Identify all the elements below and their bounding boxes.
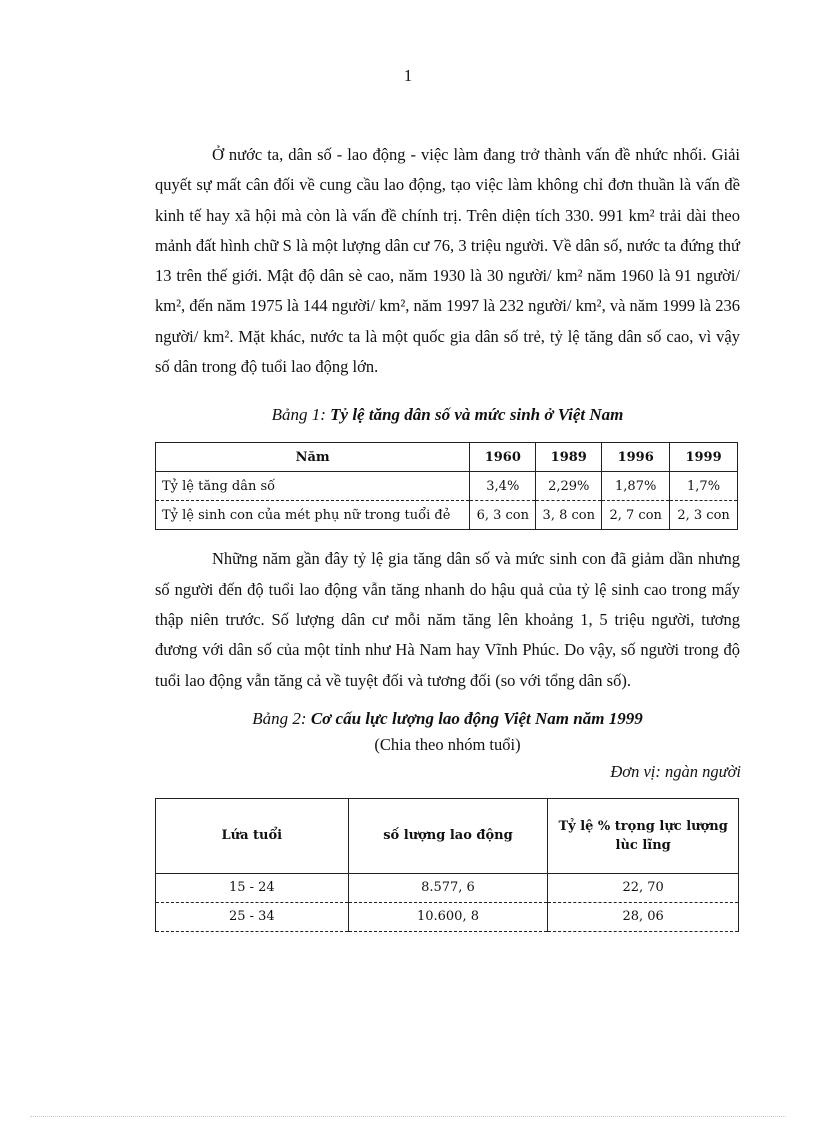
table1-cell: 3, 8 con	[536, 501, 602, 530]
table-row	[156, 873, 739, 902]
table-row	[156, 902, 739, 931]
table-row	[156, 501, 738, 530]
table1-cell: Tỷ lệ tăng dân số	[156, 472, 470, 501]
table2-header-cell: Lứa tuổi	[156, 798, 349, 873]
table2-caption	[155, 706, 740, 732]
table2-cell: 8.577, 6	[348, 873, 548, 902]
table1-cell: 6, 3 con	[470, 501, 536, 530]
table1-header-cell: 1999	[670, 443, 738, 472]
table2-cell: 15 - 24	[156, 873, 349, 902]
table2-caption-label: Bảng 2:	[252, 708, 307, 728]
table2-unit: Đơn vị: ngàn người	[610, 761, 741, 781]
table1-cell: 2, 7 con	[602, 501, 670, 530]
table2-caption-title: Cơ cấu lực lượng lao động Việt Nam năm 1999	[310, 708, 643, 728]
table2-cell: 22, 70	[548, 873, 739, 902]
table1-header-cell: Năm	[156, 443, 470, 472]
table1-cell: 2,29%	[536, 472, 602, 501]
table2-header-cell: Tỷ lệ % trọng lực lượng lùc lĩng	[548, 798, 739, 873]
table1-caption-title: Tỷ lệ tăng dân số và mức sinh ở Việt Nam	[330, 405, 624, 425]
paragraph-intro: Ở nước ta, dân số - lao động - việc làm đang trở thành vấn đề nhức nhối. Giải quyết sự mất cân đối về cung cầu lao động, tạo việc làm không chỉ đơn thuần là vấn đề kinh tế hay xã hội mà còn là vấn đề chính trị. Trên diện tích 330. 991 km² trải dài theo mảnh đất hình chữ S là một lượng dân cư 76, 3 triệu người. Về dân số, nước ta đứng thứ 13 trên thế giới. Mật độ dân sè cao, năm 1930 là 30 người/ km² năm 1960 là 91 người/ km², đến năm 1975 là 144 người/ km², năm 1997 là 232 người/ km², và năm 1999 là 236 người/ km². Mặt khác, nước ta là một quốc gia dân số trẻ, tỷ lệ tăng dân số cao, vì vậy số dân trong độ tuổi lao động lớn.	[155, 145, 740, 377]
table1-cell: 1,7%	[670, 472, 738, 501]
table2-cell: 25 - 34	[156, 902, 349, 931]
table2-subcaption: (Chia theo nhóm tuổi)	[374, 734, 521, 754]
table2-header-cell: số lượng lao động	[348, 798, 548, 873]
table1-cell: 1,87%	[602, 472, 670, 501]
table2-cell: 10.600, 8	[348, 902, 548, 931]
table1-population-growth	[155, 442, 738, 530]
table-row	[156, 472, 738, 501]
table1-cell: Tỷ lệ sinh con của mét phụ nữ trong tuổi đẻ	[156, 501, 470, 530]
document-body	[155, 140, 740, 932]
table1-cell: 2, 3 con	[670, 501, 738, 530]
table1-header-row	[156, 443, 738, 472]
table1-cell: 3,4%	[470, 472, 536, 501]
paragraph-labor-growth: Những năm gần đây tỷ lệ gia tăng dân số và mức sinh con đã giảm dần nhưng số người đến độ tuổi lao động vẫn tăng nhanh do hậu quả của tỷ lệ sinh cao trong mấy thập niên trước. Số lượng dân cư mỗi năm tăng lên khoảng 1, 5 triệu người, tương đương với dân số của một tỉnh như Hà Nam hay Vĩnh Phúc. Do vậy, số người trong độ tuổi lao động vẫn tăng cả về tuyệt đối và tương đối (so với tổng dân số).	[155, 549, 740, 690]
table1-caption	[155, 402, 740, 428]
page-number: 1	[403, 66, 413, 85]
table1-header-cell: 1989	[536, 443, 602, 472]
table2-labor-structure	[155, 798, 739, 932]
table1-header-cell: 1996	[602, 443, 670, 472]
table2-header-row	[156, 798, 739, 873]
table2-cell: 28, 06	[548, 902, 739, 931]
page-bottom-divider	[30, 1116, 786, 1117]
table1-caption-label: Bảng 1:	[271, 405, 326, 425]
table1-header-cell: 1960	[470, 443, 536, 472]
